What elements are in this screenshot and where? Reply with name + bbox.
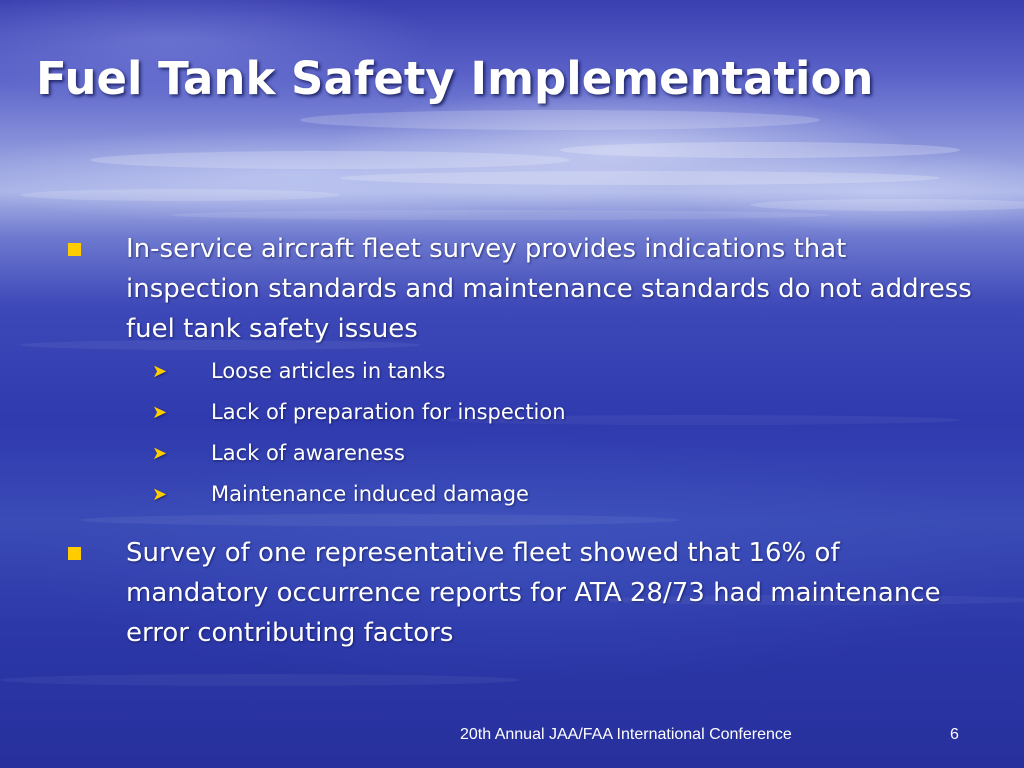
sub-bullet-item	[66, 433, 986, 474]
bullet-item	[66, 229, 986, 349]
bullet-text: Survey of one representative fleet showed that 16% of mandatory occurrence reports for ATA 28/73 had maintenance error contributing factors	[126, 538, 941, 648]
arrow-bullet-icon: ➤	[152, 443, 168, 464]
slide-body	[66, 229, 986, 653]
page-number: 6	[950, 726, 959, 743]
arrow-bullet-icon: ➤	[152, 361, 168, 382]
slide-footer: 20th Annual JAA/FAA International Conference	[460, 726, 792, 743]
sub-bullet-text: Loose articles in tanks	[211, 359, 446, 383]
square-bullet-icon	[68, 547, 81, 560]
sub-bullet-text: Maintenance induced damage	[211, 482, 529, 506]
sub-bullet-item	[66, 392, 986, 433]
sub-bullet-list	[66, 351, 986, 515]
bullet-item	[66, 533, 986, 653]
bullet-spacer	[66, 515, 986, 533]
slide-title: Fuel Tank Safety Implementation	[36, 52, 874, 105]
sub-bullet-text: Lack of preparation for inspection	[211, 400, 566, 424]
arrow-bullet-icon: ➤	[152, 484, 168, 505]
sub-bullet-item	[66, 474, 986, 515]
bullet-text: In-service aircraft fleet survey provides indications that inspection standards and maintenance standards do not address fuel tank safety issues	[126, 234, 972, 344]
arrow-bullet-icon: ➤	[152, 402, 168, 423]
sub-bullet-text: Lack of awareness	[211, 441, 405, 465]
sub-bullet-item	[66, 351, 986, 392]
square-bullet-icon	[68, 243, 81, 256]
